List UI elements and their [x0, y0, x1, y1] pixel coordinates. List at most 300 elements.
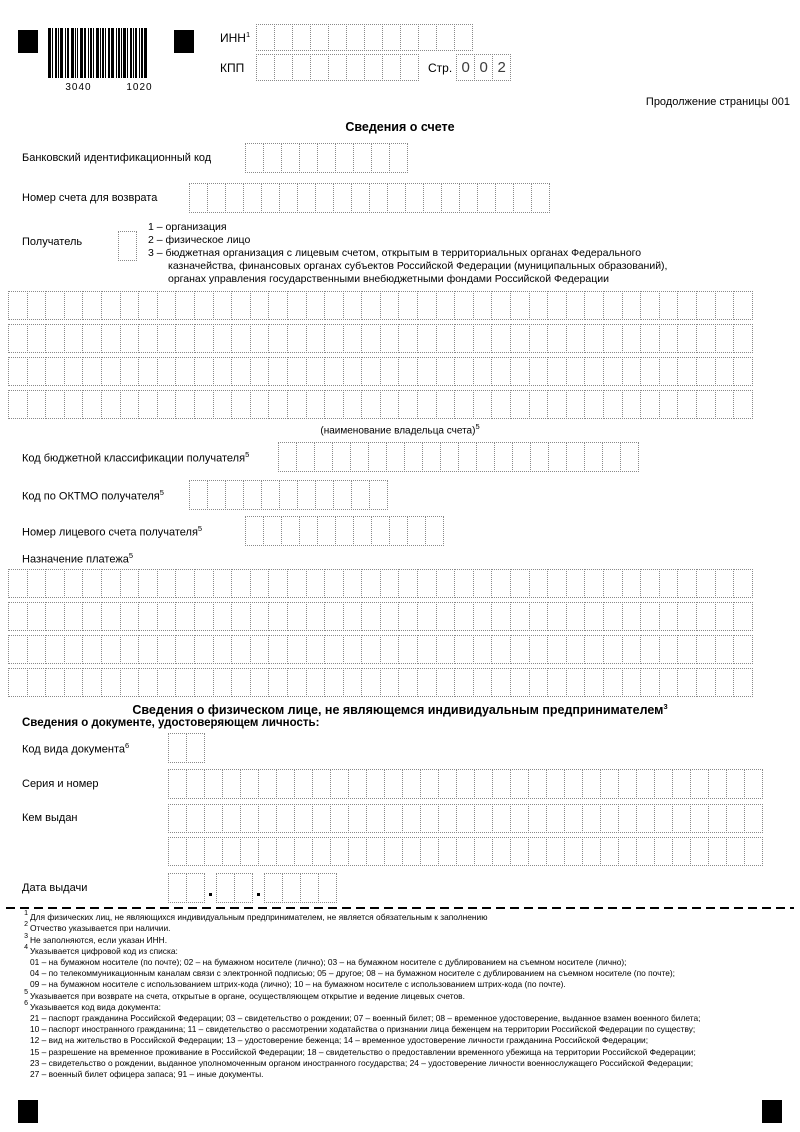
input-cell[interactable] — [207, 183, 226, 213]
input-cell[interactable] — [654, 769, 673, 799]
input-cell[interactable] — [330, 804, 349, 833]
input-cell[interactable] — [294, 837, 313, 866]
input-cell[interactable] — [287, 324, 307, 353]
input-cell[interactable] — [473, 390, 493, 419]
input-cell[interactable] — [8, 357, 28, 386]
input-cell[interactable] — [328, 54, 347, 81]
input-cell[interactable] — [8, 635, 28, 664]
input-cell[interactable] — [346, 54, 365, 81]
input-cell[interactable] — [101, 602, 121, 631]
input-cell[interactable] — [636, 804, 655, 833]
input-cell[interactable] — [194, 324, 214, 353]
input-cell[interactable] — [175, 635, 195, 664]
input-cell[interactable] — [510, 668, 530, 697]
input-cell[interactable] — [276, 769, 295, 799]
input-cell[interactable] — [654, 837, 673, 866]
input-cell[interactable] — [268, 635, 288, 664]
input-cell[interactable] — [324, 291, 344, 320]
input-cell[interactable] — [45, 390, 65, 419]
input-cell[interactable] — [64, 635, 84, 664]
input-cell[interactable] — [733, 569, 753, 598]
input-cell[interactable] — [240, 837, 259, 866]
input-cell[interactable] — [258, 804, 277, 833]
input-cell[interactable] — [417, 635, 437, 664]
input-cell[interactable] — [584, 602, 604, 631]
input-cell[interactable] — [157, 357, 177, 386]
input-cell[interactable] — [213, 324, 233, 353]
input-cell[interactable] — [510, 291, 530, 320]
input-cell[interactable] — [744, 769, 763, 799]
input-cell[interactable] — [398, 602, 418, 631]
input-cell[interactable] — [222, 804, 241, 833]
input-cell[interactable] — [492, 769, 511, 799]
input-cell[interactable] — [510, 837, 529, 866]
input-cell[interactable] — [584, 569, 604, 598]
input-cell[interactable] — [584, 635, 604, 664]
input-cell[interactable] — [389, 143, 408, 173]
input-cell[interactable] — [335, 516, 354, 546]
input-cell[interactable] — [274, 54, 293, 81]
input-cell[interactable] — [45, 291, 65, 320]
input-cell[interactable] — [547, 291, 567, 320]
input-cell[interactable] — [386, 442, 405, 472]
input-cell[interactable] — [566, 668, 586, 697]
input-cell[interactable] — [454, 291, 474, 320]
input-cell[interactable] — [436, 668, 456, 697]
input-cell[interactable] — [454, 602, 474, 631]
input-cell[interactable] — [530, 442, 549, 472]
input-cell[interactable] — [168, 837, 187, 866]
input-cell[interactable] — [528, 769, 547, 799]
grid-row[interactable] — [168, 804, 763, 833]
input-cell[interactable] — [546, 769, 565, 799]
input-cell[interactable] — [566, 324, 586, 353]
input-cell[interactable] — [168, 873, 187, 903]
input-cell[interactable] — [343, 324, 363, 353]
input-cell[interactable] — [603, 357, 623, 386]
input-cell[interactable] — [350, 442, 369, 472]
input-cell[interactable] — [584, 390, 604, 419]
input-cell[interactable] — [438, 837, 457, 866]
input-cell[interactable] — [456, 804, 475, 833]
input-cell[interactable] — [715, 668, 735, 697]
input-cell[interactable] — [186, 804, 205, 833]
input-cell[interactable] — [380, 324, 400, 353]
input-cell[interactable] — [436, 357, 456, 386]
input-cell[interactable] — [186, 837, 205, 866]
input-cell[interactable] — [312, 804, 331, 833]
grid-row[interactable] — [8, 569, 792, 598]
input-cell[interactable] — [473, 635, 493, 664]
input-cell[interactable] — [438, 804, 457, 833]
input-cell[interactable] — [744, 837, 763, 866]
input-cell[interactable] — [622, 291, 642, 320]
input-cell[interactable] — [529, 569, 549, 598]
input-cell[interactable] — [696, 668, 716, 697]
input-cell[interactable] — [157, 291, 177, 320]
input-cell[interactable] — [120, 390, 140, 419]
input-cell[interactable] — [603, 390, 623, 419]
input-cell[interactable] — [138, 324, 158, 353]
input-cell[interactable] — [138, 291, 158, 320]
input-cell[interactable] — [659, 635, 679, 664]
input-cell[interactable] — [389, 516, 408, 546]
grid-row[interactable] — [8, 668, 792, 697]
input-cell[interactable] — [250, 569, 270, 598]
input-cell[interactable] — [640, 668, 660, 697]
series-number-input[interactable] — [168, 769, 763, 799]
input-cell[interactable] — [268, 357, 288, 386]
input-cell[interactable] — [417, 569, 437, 598]
input-cell[interactable] — [547, 357, 567, 386]
input-cell[interactable] — [361, 324, 381, 353]
input-cell[interactable] — [27, 390, 47, 419]
input-cell[interactable] — [207, 480, 226, 510]
input-cell[interactable] — [306, 357, 326, 386]
issued-by-input[interactable] — [168, 804, 763, 866]
input-cell[interactable] — [297, 183, 316, 213]
input-cell[interactable] — [101, 291, 121, 320]
input-cell[interactable] — [222, 769, 241, 799]
input-cell[interactable] — [708, 769, 727, 799]
owner-name-grid[interactable] — [8, 291, 792, 419]
input-cell[interactable] — [297, 480, 316, 510]
input-cell[interactable] — [696, 635, 716, 664]
input-cell[interactable] — [566, 291, 586, 320]
input-cell[interactable] — [27, 569, 47, 598]
input-cell[interactable] — [168, 804, 187, 833]
input-cell[interactable] — [603, 635, 623, 664]
input-cell[interactable] — [168, 769, 187, 799]
input-cell[interactable] — [584, 357, 604, 386]
input-cell[interactable] — [477, 183, 496, 213]
input-cell[interactable] — [622, 357, 642, 386]
input-cell[interactable] — [380, 602, 400, 631]
input-cell[interactable] — [564, 804, 583, 833]
input-cell[interactable] — [312, 837, 331, 866]
input-cell[interactable] — [491, 668, 511, 697]
input-cell[interactable] — [672, 804, 691, 833]
input-cell[interactable] — [715, 324, 735, 353]
input-cell[interactable] — [361, 569, 381, 598]
input-cell[interactable] — [157, 635, 177, 664]
input-cell[interactable] — [384, 804, 403, 833]
input-cell[interactable] — [299, 516, 318, 546]
input-cell[interactable] — [547, 668, 567, 697]
input-cell[interactable] — [603, 324, 623, 353]
input-cell[interactable] — [225, 480, 244, 510]
input-cell[interactable] — [157, 324, 177, 353]
input-cell[interactable] — [491, 357, 511, 386]
oktmo-input[interactable] — [189, 480, 388, 510]
input-cell[interactable] — [512, 442, 531, 472]
input-cell[interactable] — [420, 837, 439, 866]
input-cell[interactable] — [324, 390, 344, 419]
input-cell[interactable] — [547, 602, 567, 631]
inn-input[interactable] — [256, 24, 473, 51]
input-cell[interactable] — [366, 804, 385, 833]
grid-row[interactable] — [8, 357, 792, 386]
input-cell[interactable] — [659, 390, 679, 419]
input-cell[interactable] — [8, 569, 28, 598]
input-cell[interactable] — [231, 635, 251, 664]
input-cell[interactable] — [120, 324, 140, 353]
input-cell[interactable] — [175, 602, 195, 631]
input-cell[interactable] — [231, 602, 251, 631]
input-cell[interactable] — [250, 324, 270, 353]
input-cell[interactable] — [287, 357, 307, 386]
input-cell[interactable] — [276, 804, 295, 833]
input-cell[interactable] — [314, 442, 333, 472]
input-cell[interactable] — [582, 804, 601, 833]
input-cell[interactable] — [306, 324, 326, 353]
input-cell[interactable] — [436, 602, 456, 631]
input-cell[interactable] — [640, 390, 660, 419]
input-cell[interactable] — [287, 390, 307, 419]
input-cell[interactable] — [696, 357, 716, 386]
input-cell[interactable] — [603, 291, 623, 320]
input-cell[interactable] — [600, 837, 619, 866]
input-cell[interactable] — [120, 569, 140, 598]
input-cell[interactable] — [715, 357, 735, 386]
bik-input[interactable] — [245, 143, 408, 173]
input-cell[interactable] — [120, 291, 140, 320]
input-cell[interactable] — [696, 291, 716, 320]
input-cell[interactable] — [474, 804, 493, 833]
input-cell[interactable] — [186, 873, 205, 903]
input-cell[interactable] — [726, 837, 745, 866]
input-cell[interactable] — [64, 390, 84, 419]
input-cell[interactable] — [256, 54, 275, 81]
input-cell[interactable] — [287, 635, 307, 664]
input-cell[interactable] — [8, 291, 28, 320]
input-cell[interactable] — [438, 769, 457, 799]
input-cell[interactable] — [547, 390, 567, 419]
input-cell[interactable] — [492, 837, 511, 866]
input-cell[interactable] — [677, 668, 697, 697]
input-cell[interactable] — [234, 873, 253, 903]
input-cell[interactable] — [382, 54, 401, 81]
input-cell[interactable] — [250, 668, 270, 697]
input-cell[interactable] — [263, 516, 282, 546]
input-cell[interactable] — [216, 873, 235, 903]
input-cell[interactable] — [8, 324, 28, 353]
input-cell[interactable] — [495, 183, 514, 213]
input-cell[interactable] — [420, 804, 439, 833]
input-cell[interactable] — [436, 569, 456, 598]
input-cell[interactable] — [422, 442, 441, 472]
input-cell[interactable] — [315, 183, 334, 213]
input-cell[interactable] — [640, 291, 660, 320]
input-cell[interactable] — [250, 291, 270, 320]
input-cell[interactable] — [310, 54, 329, 81]
recipient-code-input[interactable] — [118, 231, 137, 261]
input-cell[interactable] — [189, 183, 208, 213]
input-cell[interactable] — [175, 390, 195, 419]
input-cell[interactable] — [281, 516, 300, 546]
input-cell[interactable] — [566, 569, 586, 598]
input-cell[interactable] — [640, 602, 660, 631]
input-cell[interactable] — [45, 635, 65, 664]
input-cell[interactable] — [384, 837, 403, 866]
input-cell[interactable] — [708, 837, 727, 866]
input-cell[interactable] — [351, 480, 370, 510]
input-cell[interactable] — [261, 183, 280, 213]
input-cell[interactable] — [529, 602, 549, 631]
input-cell[interactable] — [287, 668, 307, 697]
input-cell[interactable] — [343, 291, 363, 320]
input-cell[interactable] — [306, 569, 326, 598]
input-cell[interactable] — [564, 769, 583, 799]
input-cell[interactable] — [258, 837, 277, 866]
input-cell[interactable] — [510, 804, 529, 833]
input-cell[interactable] — [287, 569, 307, 598]
input-cell[interactable] — [733, 357, 753, 386]
input-cell[interactable] — [263, 143, 282, 173]
input-cell[interactable] — [101, 357, 121, 386]
input-cell[interactable] — [194, 390, 214, 419]
input-cell[interactable] — [548, 442, 567, 472]
input-cell[interactable] — [82, 291, 102, 320]
input-cell[interactable] — [213, 635, 233, 664]
input-cell[interactable] — [231, 668, 251, 697]
input-cell[interactable] — [250, 635, 270, 664]
input-cell[interactable]: 2 — [492, 54, 511, 81]
input-cell[interactable] — [600, 804, 619, 833]
input-cell[interactable] — [380, 390, 400, 419]
input-cell[interactable] — [622, 668, 642, 697]
input-cell[interactable] — [268, 569, 288, 598]
input-cell[interactable] — [584, 291, 604, 320]
input-cell[interactable] — [364, 54, 383, 81]
input-cell[interactable] — [306, 390, 326, 419]
input-cell[interactable] — [82, 635, 102, 664]
input-cell[interactable] — [213, 291, 233, 320]
input-cell[interactable] — [82, 668, 102, 697]
input-cell[interactable] — [213, 602, 233, 631]
input-cell[interactable] — [602, 442, 621, 472]
input-cell[interactable] — [258, 769, 277, 799]
input-cell[interactable] — [528, 837, 547, 866]
input-cell[interactable] — [582, 837, 601, 866]
input-cell[interactable] — [618, 837, 637, 866]
input-cell[interactable] — [120, 635, 140, 664]
input-cell[interactable] — [402, 837, 421, 866]
input-cell[interactable] — [546, 837, 565, 866]
input-cell[interactable] — [420, 769, 439, 799]
input-cell[interactable] — [456, 769, 475, 799]
input-cell[interactable] — [231, 357, 251, 386]
input-cell[interactable] — [436, 324, 456, 353]
input-cell[interactable] — [726, 769, 745, 799]
input-cell[interactable] — [45, 357, 65, 386]
input-cell[interactable] — [715, 569, 735, 598]
input-cell[interactable] — [380, 357, 400, 386]
input-cell[interactable] — [138, 390, 158, 419]
input-cell[interactable] — [402, 769, 421, 799]
input-cell[interactable] — [696, 569, 716, 598]
input-cell[interactable] — [268, 324, 288, 353]
input-cell[interactable] — [157, 390, 177, 419]
input-cell[interactable] — [618, 804, 637, 833]
input-cell[interactable] — [677, 357, 697, 386]
input-cell[interactable] — [476, 442, 495, 472]
kpp-input[interactable] — [256, 54, 419, 81]
input-cell[interactable] — [82, 357, 102, 386]
input-cell[interactable] — [64, 291, 84, 320]
input-cell[interactable] — [343, 668, 363, 697]
input-cell[interactable] — [353, 143, 372, 173]
input-cell[interactable] — [715, 390, 735, 419]
input-cell[interactable] — [306, 602, 326, 631]
input-cell[interactable] — [436, 635, 456, 664]
input-cell[interactable] — [312, 769, 331, 799]
input-cell[interactable] — [417, 602, 437, 631]
input-cell[interactable] — [157, 602, 177, 631]
input-cell[interactable] — [566, 602, 586, 631]
input-cell[interactable] — [459, 183, 478, 213]
input-cell[interactable] — [27, 291, 47, 320]
input-cell[interactable] — [454, 357, 474, 386]
input-cell[interactable] — [371, 143, 390, 173]
date-group[interactable] — [216, 873, 253, 903]
input-cell[interactable] — [306, 291, 326, 320]
input-cell[interactable] — [622, 635, 642, 664]
input-cell[interactable] — [733, 635, 753, 664]
input-cell[interactable] — [324, 635, 344, 664]
input-cell[interactable] — [440, 442, 459, 472]
input-cell[interactable] — [510, 357, 530, 386]
input-cell[interactable] — [402, 804, 421, 833]
input-cell[interactable] — [690, 837, 709, 866]
input-cell[interactable] — [636, 769, 655, 799]
input-cell[interactable] — [405, 183, 424, 213]
input-cell[interactable] — [222, 837, 241, 866]
input-cell[interactable] — [715, 602, 735, 631]
input-cell[interactable] — [528, 804, 547, 833]
input-cell[interactable] — [491, 602, 511, 631]
input-cell[interactable] — [64, 324, 84, 353]
input-cell[interactable] — [333, 480, 352, 510]
input-cell[interactable] — [417, 291, 437, 320]
input-cell[interactable] — [636, 837, 655, 866]
input-cell[interactable] — [454, 635, 474, 664]
input-cell[interactable] — [186, 733, 205, 763]
input-cell[interactable] — [529, 668, 549, 697]
input-cell[interactable] — [194, 635, 214, 664]
input-cell[interactable] — [330, 837, 349, 866]
input-cell[interactable] — [564, 837, 583, 866]
input-cell[interactable] — [138, 569, 158, 598]
input-cell[interactable] — [189, 480, 208, 510]
input-cell[interactable] — [310, 24, 329, 51]
input-cell[interactable] — [243, 480, 262, 510]
input-cell[interactable] — [726, 804, 745, 833]
input-cell[interactable] — [369, 183, 388, 213]
input-cell[interactable] — [696, 324, 716, 353]
input-cell[interactable] — [529, 357, 549, 386]
input-cell[interactable] — [64, 602, 84, 631]
input-cell[interactable] — [398, 357, 418, 386]
input-cell[interactable] — [348, 769, 367, 799]
input-cell[interactable] — [371, 516, 390, 546]
input-cell[interactable] — [101, 668, 121, 697]
input-cell[interactable] — [547, 635, 567, 664]
input-cell[interactable] — [659, 324, 679, 353]
input-cell[interactable] — [531, 183, 550, 213]
input-cell[interactable] — [361, 390, 381, 419]
input-cell[interactable] — [175, 324, 195, 353]
